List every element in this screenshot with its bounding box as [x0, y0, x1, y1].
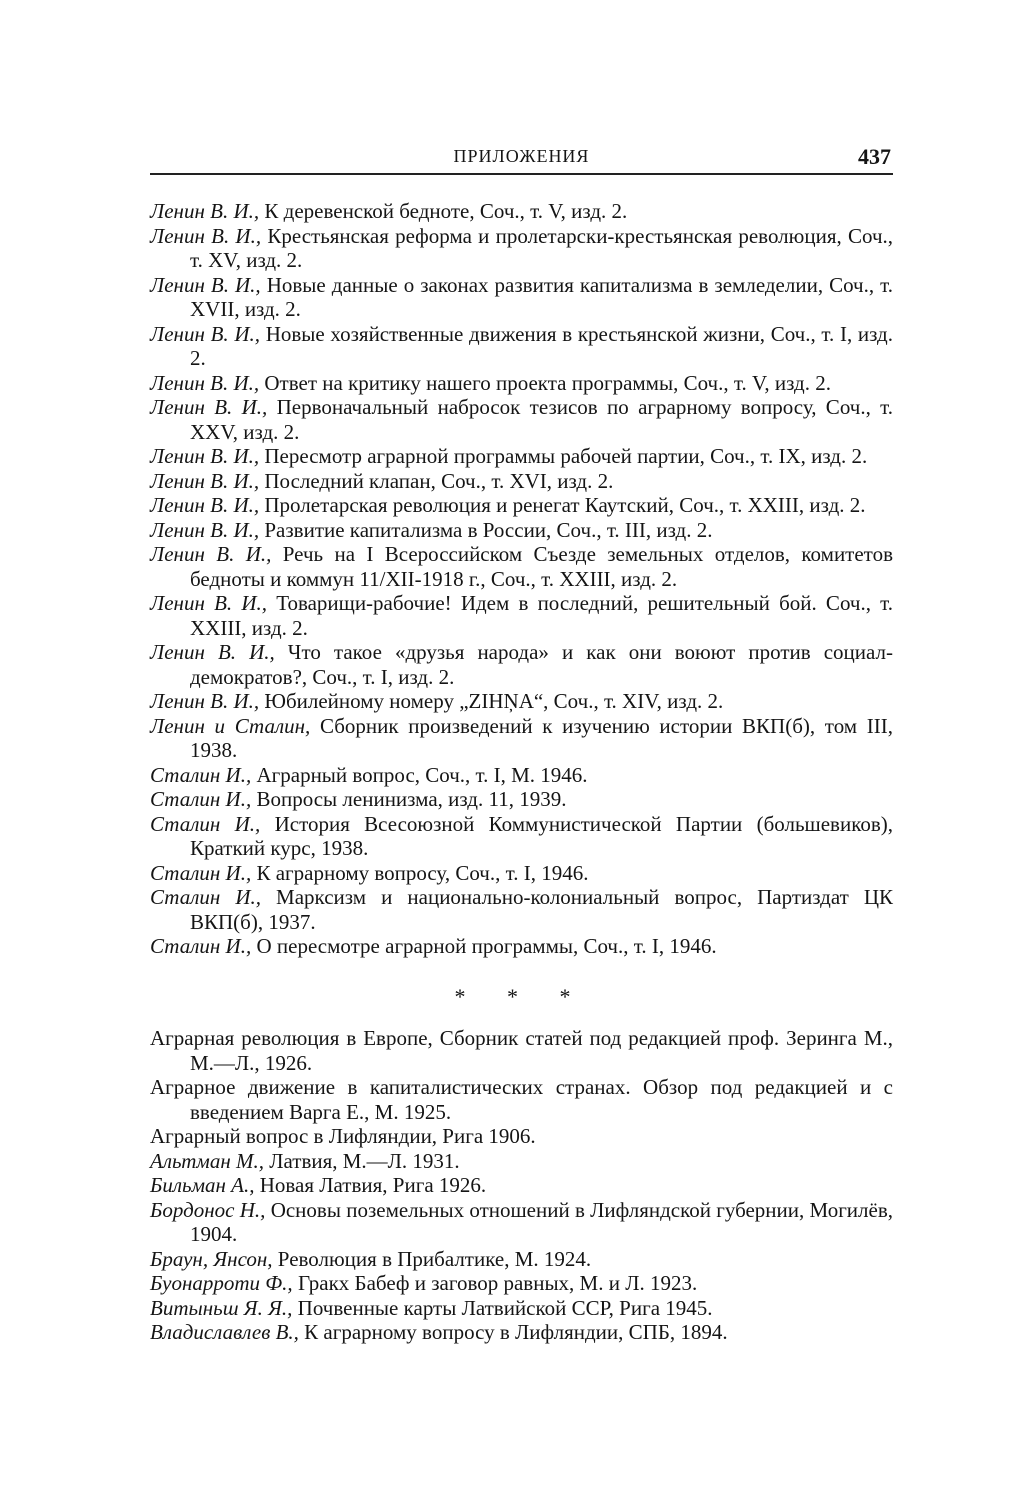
bib-entry	[150, 1026, 893, 1075]
bib-entry	[150, 1320, 893, 1345]
bib-text: Новая Латвия, Рига 1926.	[254, 1173, 487, 1197]
bibliography-section-1	[150, 199, 893, 959]
bib-text: Товарищи-рабочие! Идем в последний, решительный бой. Соч., т. XXIII, изд. 2.	[190, 591, 893, 640]
bib-entry	[150, 273, 893, 322]
bib-entry	[150, 444, 893, 469]
bib-text: Аграрный вопрос в Лифляндии, Рига 1906.	[150, 1124, 536, 1148]
bib-text: Гракх Бабеф и заговор равных, М. и Л. 1923.	[292, 1271, 698, 1295]
section-divider: * * *	[454, 984, 589, 1009]
bib-author: Ленин В. И.,	[150, 370, 260, 395]
bib-author: Витыньш Я. Я.,	[150, 1295, 293, 1320]
bib-author: Бильман А.,	[150, 1173, 255, 1197]
bib-text: Вопросы ленинизма, изд. 11, 1939.	[251, 787, 567, 811]
bibliography-section-2	[150, 1026, 893, 1345]
bib-entry	[150, 518, 893, 543]
bib-author: Ленин В. И.,	[150, 468, 260, 493]
bib-text: Почвенные карты Латвийской ССР, Рига 1945.	[292, 1295, 713, 1320]
bib-text: Новые хозяйственные движения в крестьянской жизни, Соч., т. I, изд. 2.	[190, 321, 893, 370]
bib-entry	[150, 1124, 893, 1149]
bib-text: Основы поземельных отношений в Лифляндской губернии, Могилёв, 1904.	[190, 1197, 894, 1246]
bib-entry	[150, 371, 893, 396]
bib-text: Ответ на критику нашего проекта программы, Соч., т. V, изд. 2.	[259, 370, 831, 395]
bib-author: Альтман М.,	[150, 1148, 264, 1173]
bib-entry	[150, 542, 893, 591]
bib-entry	[150, 1149, 893, 1174]
bib-text: Аграрное движение в капиталистических странах. Обзор под редакцией и с введением Варга Е., М. 1925.	[150, 1075, 893, 1124]
bib-entry	[150, 395, 893, 444]
bib-author: Ленин В. И.,	[150, 272, 261, 297]
bib-entry	[150, 469, 893, 494]
bib-entry	[150, 322, 893, 371]
bib-text: Аграрная революция в Европе, Сборник статей под редакцией проф. Зеринга М., М.—Л., 1926.	[150, 1026, 893, 1075]
bib-entry	[150, 714, 893, 763]
bib-text: Что такое «друзья народа» и как они воюют против социал-демократов?, Соч., т. I, изд. 2.	[190, 640, 894, 689]
bib-text: Марксизм и национально-колониальный вопрос, Партиздат ЦК ВКП(б), 1937.	[190, 885, 894, 934]
running-title: ПРИЛОЖЕНИЯ	[453, 146, 590, 166]
bib-entry	[150, 640, 893, 689]
bib-author: Ленин В. И.,	[150, 493, 260, 517]
bib-text: Новые данные о законах развития капитализма в земледелии, Соч., т. XVII, изд. 2.	[190, 272, 893, 321]
bib-text: О пересмотре аграрной программы, Соч., т. I, 1946.	[251, 934, 717, 958]
bib-text: Революция в Прибалтике, М. 1924.	[272, 1246, 592, 1271]
bib-text: Речь на I Всероссийском Съезде земельных отделов, комитетов бедноты и коммун 11/XII-1918 г., Соч., т. XXIII, изд. 2.	[190, 542, 893, 591]
page-number: 437	[858, 144, 891, 169]
bib-text: Аграрный вопрос, Соч., т. I, М. 1946.	[251, 762, 588, 787]
bib-author: Сталин И.,	[150, 787, 252, 811]
bib-entry	[150, 1271, 893, 1296]
bib-author: Ленин В. И.,	[150, 640, 275, 664]
bib-text: Пересмотр аграрной программы рабочей партии, Соч., т. IX, изд. 2.	[259, 444, 868, 468]
bib-author: Сталин И.,	[150, 811, 261, 836]
bib-text: Крестьянская реформа и пролетарски-крестьянская революция, Соч., т. XV, изд. 2.	[190, 223, 894, 272]
bib-text: Сборник произведений к изучению истории ВКП(б), том III, 1938.	[190, 713, 893, 762]
bib-entry	[150, 812, 893, 861]
bib-author: Бордонос Н.,	[150, 1197, 266, 1222]
bib-author: Ленин В. И.,	[150, 517, 260, 542]
bib-entry	[150, 1247, 893, 1272]
bib-author: Ленин В. И.,	[150, 223, 262, 248]
bib-entry	[150, 787, 893, 812]
bib-entry	[150, 1173, 893, 1198]
bib-entry	[150, 1198, 893, 1247]
bib-author: Сталин И.,	[150, 762, 252, 787]
bib-text: К аграрному вопросу в Лифляндии, СПБ, 1894.	[298, 1320, 728, 1344]
bib-entry	[150, 763, 893, 788]
bib-text: Латвия, М.—Л. 1931.	[264, 1148, 460, 1173]
bib-author: Сталин И.,	[150, 934, 252, 958]
bib-entry	[150, 199, 893, 224]
bib-text: К аграрному вопросу, Соч., т. I, 1946.	[251, 860, 589, 885]
bib-author: Ленин В. И.,	[150, 542, 272, 566]
bib-text: Развитие капитализма в России, Соч., т. III, изд. 2.	[259, 517, 713, 542]
bib-entry	[150, 885, 893, 934]
bib-entry	[150, 861, 893, 886]
bib-author: Ленин В. И.,	[150, 395, 268, 419]
bib-author: Ленин В. И.,	[150, 591, 268, 615]
bib-author: Ленин В. И.,	[150, 689, 260, 713]
bib-entry	[150, 1075, 893, 1124]
bib-author: Ленин В. И.,	[150, 321, 261, 346]
bib-entry	[150, 224, 893, 273]
bib-author: Ленин В. И.,	[150, 444, 260, 468]
bib-text: История Всесоюзной Коммунистической Партии (большевиков), Краткий курс, 1938.	[190, 811, 893, 860]
bib-entry	[150, 493, 893, 518]
bib-author: Ленин В. И.,	[150, 199, 260, 223]
bib-entry	[150, 1296, 893, 1321]
bib-author: Буонарроти Ф.,	[150, 1271, 293, 1295]
header-rule	[150, 173, 893, 175]
bib-entry	[150, 689, 893, 714]
bib-entry	[150, 934, 893, 959]
bib-author: Владиславлев В.,	[150, 1320, 299, 1344]
bib-text: Юбилейному номеру „ZIHŅA“, Соч., т. XIV, изд. 2.	[259, 689, 724, 713]
bib-entry	[150, 591, 893, 640]
bib-text: К деревенской бедноте, Соч., т. V, изд. 2.	[259, 199, 628, 223]
bib-text: Последний клапан, Соч., т. XVI, изд. 2.	[259, 468, 614, 493]
bib-author: Ленин и Сталин,	[150, 713, 311, 738]
bib-author: Сталин И.,	[150, 885, 262, 909]
bib-author: Сталин И.,	[150, 860, 252, 885]
bib-text: Пролетарская революция и ренегат Каутский, Соч., т. XXIII, изд. 2.	[259, 493, 866, 517]
page-header	[150, 146, 893, 176]
bib-text: Первоначальный набросок тезисов по аграрному вопросу, Соч., т. XXV, изд. 2.	[190, 395, 893, 444]
bib-author: Браун, Янсон,	[150, 1246, 273, 1271]
